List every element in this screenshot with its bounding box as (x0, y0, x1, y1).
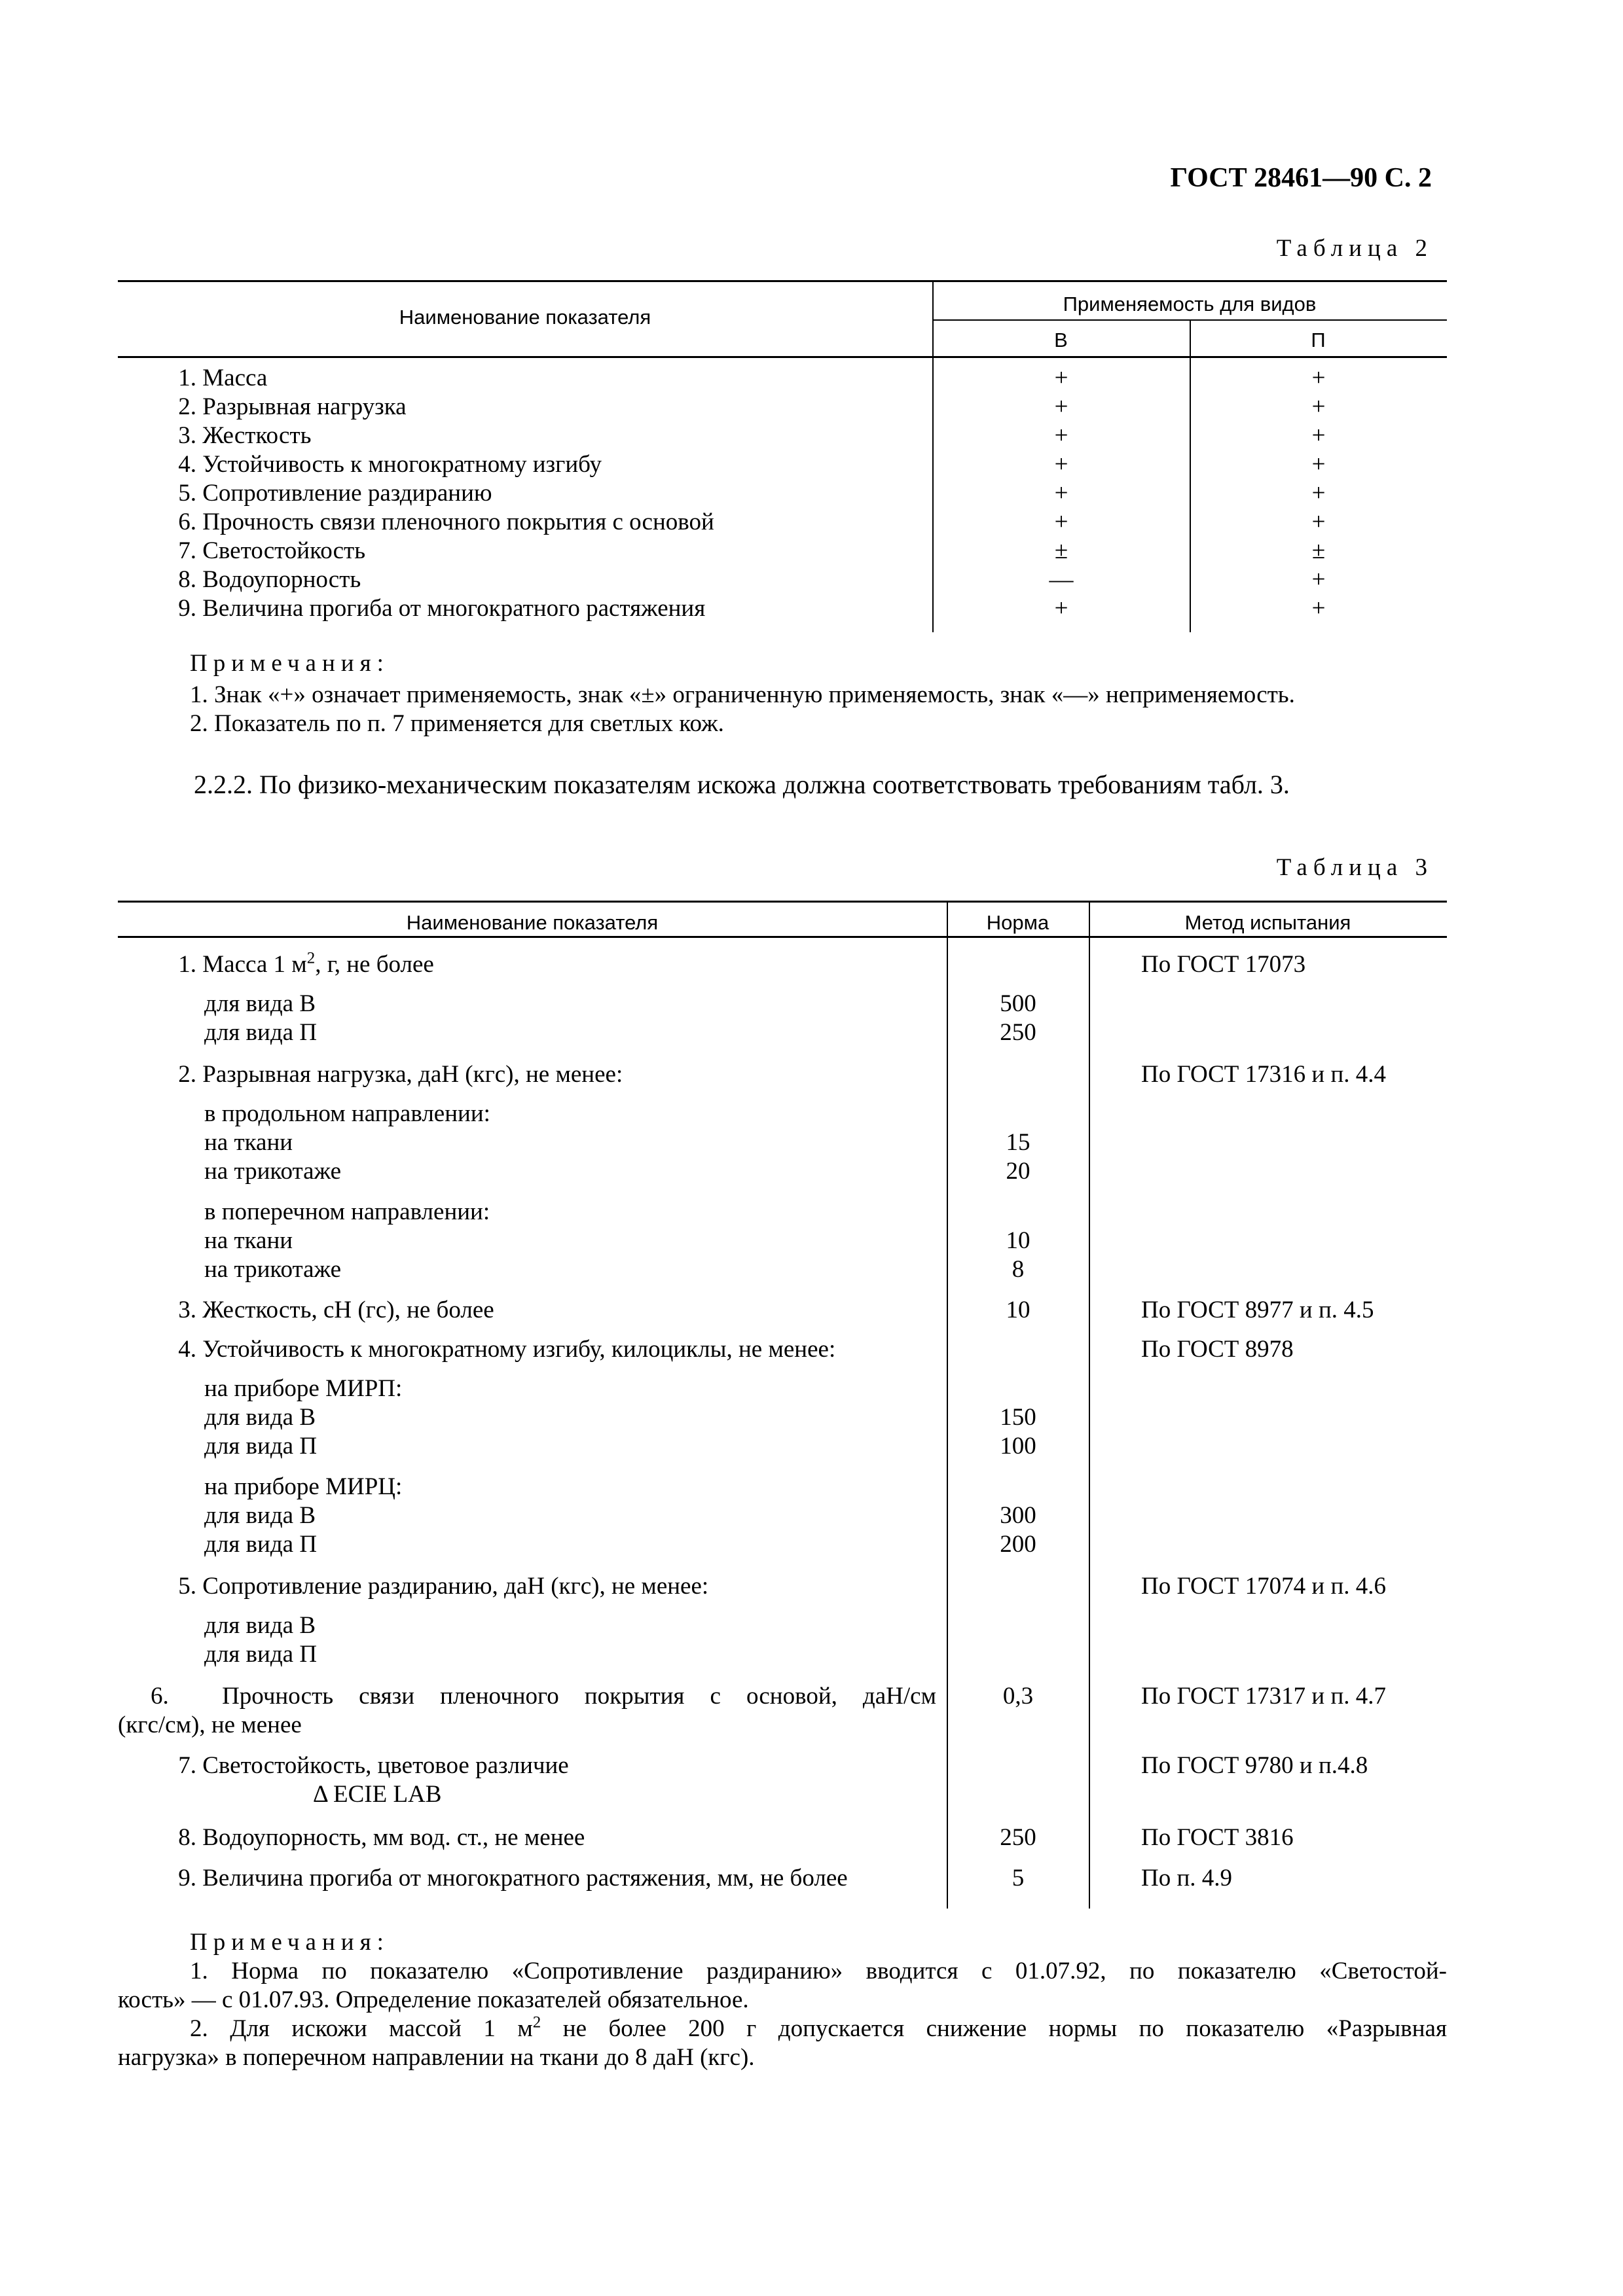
sub-label: для вида В (204, 990, 316, 1017)
row-label: 1. Масса 1 $м^2$, г, не более (178, 949, 434, 978)
row-norm: 10 (1006, 1227, 1030, 1254)
table3-note: 2. Для искожи массой 1 $м^2$ не более 200 г допускается снижение нормы по показателю «Разрывная (190, 2013, 1447, 2042)
table3-note: 1. Норма по показателю «Сопротивление раздиранию» вводится с 01.07.92, по показателю «Светостой- (190, 1958, 1447, 1984)
cell-p: + (1311, 422, 1326, 449)
row-label: 7. Светостойкость (178, 537, 366, 564)
sub-group: в поперечном направлении: (204, 1198, 490, 1225)
cell-v: ± (1054, 537, 1068, 564)
row-label: 1. Масса (178, 365, 268, 391)
row-norm: 250 (1000, 1824, 1036, 1851)
cell-v: + (1054, 509, 1068, 535)
paragraph-2-2-2: 2.2.2. По физико-механическим показателям искожа должна соответствовать требованиям табл. 3. (194, 770, 1290, 799)
table2-header-p: П (1311, 329, 1326, 351)
table2-note: 2. Показатель по п. 7 применяется для светлых кож. (190, 710, 724, 737)
cell-p: + (1311, 509, 1326, 535)
sub-group: в продольном направлении: (204, 1100, 490, 1127)
row-label: 5. Сопротивление раздиранию, даН (кгс), не менее: (178, 1573, 709, 1600)
row-label: 4. Устойчивость к многократному изгибу, килоциклы, не менее: (178, 1336, 836, 1363)
table2-top-rule (118, 280, 1447, 282)
cell-v: + (1054, 422, 1068, 449)
cell-p: + (1311, 451, 1326, 478)
row-label: 4. Устойчивость к многократному изгибу (178, 451, 602, 478)
row-label: 5. Сопротивление раздиранию (178, 480, 492, 507)
table2-note: 1. Знак «+» означает применяемость, знак «±» ограниченную применяемость, знак «—» неприменяемость. (190, 681, 1295, 708)
table2-header-v: В (1054, 329, 1068, 351)
table3-col-divider (1089, 901, 1090, 1909)
row-method: По ГОСТ 17317 и п. 4.7 (1141, 1683, 1386, 1710)
cell-p: + (1311, 365, 1326, 391)
sub-group: на приборе МИРП: (204, 1375, 403, 1402)
row-norm: 500 (1000, 990, 1036, 1017)
row-label: 9. Величина прогиба от многократного растяжения (178, 595, 706, 622)
sub-label: на ткани (204, 1227, 293, 1254)
row-label: 6. Прочность связи пленочного покрытия с основой, даН/см (151, 1683, 937, 1710)
cell-v: + (1054, 393, 1068, 420)
row-label-sub: Δ ECIE LAB (313, 1781, 442, 1808)
row-norm: 0,3 (1002, 1683, 1034, 1710)
table2-header-name: Наименование показателя (399, 306, 651, 329)
cell-p: + (1311, 480, 1326, 507)
row-label: 2. Разрывная нагрузка, даН (кгс), не менее: (178, 1061, 623, 1088)
sub-label: для вида П (204, 1433, 318, 1460)
table2-col-divider (1190, 319, 1191, 632)
row-label: 6. Прочность связи пленочного покрытия с основой (178, 509, 714, 535)
row-method: По ГОСТ 8978 (1141, 1336, 1294, 1363)
row-label: 7. Светостойкость, цветовое различие (178, 1752, 569, 1779)
row-method: По ГОСТ 9780 и п.4.8 (1141, 1752, 1368, 1779)
row-norm: 100 (1000, 1433, 1036, 1460)
sub-label: для вида В (204, 1612, 316, 1639)
page-header-title: ГОСТ 28461—90 С. 2 (1170, 163, 1432, 193)
table3-col-divider (947, 901, 948, 1909)
row-norm: 150 (1000, 1404, 1036, 1431)
cell-p: + (1311, 393, 1326, 420)
table3-top-rule (118, 901, 1447, 903)
table3-note: кость» — с 01.07.93. Определение показателей обязательное. (118, 1986, 749, 2013)
row-method: По ГОСТ 17316 и п. 4.4 (1141, 1061, 1386, 1088)
sub-label: для вида В (204, 1502, 316, 1529)
row-norm: 8 (1012, 1256, 1025, 1283)
row-method: По ГОСТ 3816 (1141, 1824, 1294, 1851)
table2-caption: Таблица 2 (1276, 235, 1433, 262)
table3-note: нагрузка» в поперечном направлении на ткани до 8 даН (кгс). (118, 2044, 755, 2071)
sub-group: на приборе МИРЦ: (204, 1473, 403, 1500)
table3-header-name: Наименование показателя (406, 911, 659, 934)
table3-notes-title: Примечания: (190, 1929, 390, 1956)
row-norm: 15 (1006, 1129, 1030, 1156)
row-method: По ГОСТ 17074 и п. 4.6 (1141, 1573, 1386, 1600)
row-norm: 300 (1000, 1502, 1036, 1529)
row-label: 8. Водоупорность, мм вод. ст., не менее (178, 1824, 585, 1851)
cell-p: ± (1311, 537, 1326, 564)
sub-label: для вида П (204, 1019, 318, 1046)
cell-v: + (1054, 365, 1068, 391)
row-label: 3. Жесткость (178, 422, 312, 449)
row-norm: 5 (1012, 1865, 1025, 1892)
cell-v: — (1049, 566, 1074, 593)
sub-label: на трикотаже (204, 1256, 342, 1283)
row-method: По ГОСТ 8977 и п. 4.5 (1141, 1297, 1374, 1323)
row-norm: 250 (1000, 1019, 1036, 1046)
cell-v: + (1054, 480, 1068, 507)
table3-header-norm: Норма (986, 911, 1049, 934)
cell-p: + (1311, 595, 1326, 622)
table2-header-rule (118, 356, 1447, 358)
row-norm: 10 (1006, 1297, 1030, 1323)
row-label: 2. Разрывная нагрузка (178, 393, 407, 420)
table2-header-group: Применяемость для видов (1063, 293, 1317, 315)
row-label: 9. Величина прогиба от многократного растяжения, мм, не более (178, 1865, 848, 1892)
sub-label: для вида П (204, 1531, 318, 1558)
sub-label: на ткани (204, 1129, 293, 1156)
row-label-cont: (кгс/см), не менее (118, 1712, 302, 1738)
table3-caption: Таблица 3 (1276, 854, 1433, 881)
cell-p: + (1311, 566, 1326, 593)
row-method: По ГОСТ 17073 (1141, 951, 1306, 978)
cell-v: + (1054, 595, 1068, 622)
row-label: 3. Жесткость, сН (гс), не более (178, 1297, 494, 1323)
table2-notes-title: Примечания: (190, 650, 390, 677)
row-norm: 200 (1000, 1531, 1036, 1558)
cell-v: + (1054, 451, 1068, 478)
table3-header-method: Метод испытания (1184, 911, 1351, 934)
row-method: По п. 4.9 (1141, 1865, 1233, 1892)
sub-label: для вида П (204, 1641, 318, 1668)
row-label: 8. Водоупорность (178, 566, 361, 593)
row-norm: 20 (1006, 1158, 1030, 1185)
sub-label: на трикотаже (204, 1158, 342, 1185)
sub-label: для вида В (204, 1404, 316, 1431)
